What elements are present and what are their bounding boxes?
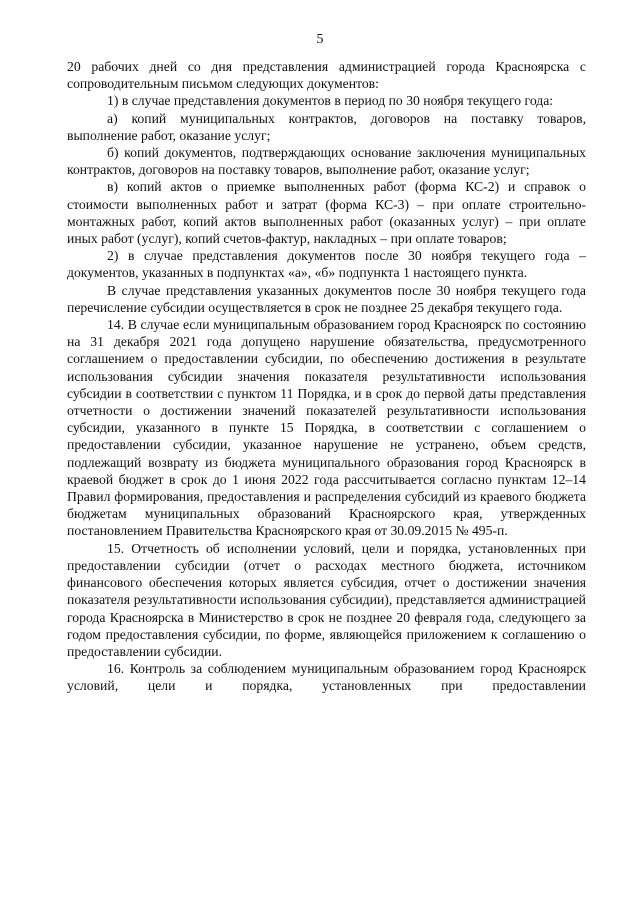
paragraph: 16. Контроль за соблюдением муниципальным образованием город Красноярск условий, цели и порядка, установленных при предоставлении	[67, 661, 586, 694]
paragraph: в) копий актов о приемке выполненных работ (форма КС-2) и справок о стоимости выполненных работ и затрат (форма КС-3) – при оплате строительно-монтажных работ, копий актов выполненных работ (оказанных услуг) – при оплате иных работ (услуг), копий счетов-фактур, накладных – при оплате товаров;	[67, 179, 586, 247]
paragraph: 2) в случае представления документов после 30 ноября текущего года – документов, указанных в подпунктах «а», «б» подпункта 1 настоящего пункта.	[67, 248, 586, 281]
document-body	[67, 58, 586, 695]
paragraph: 20 рабочих дней со дня представления администрацией города Красноярска с сопроводительным письмом следующих документов:	[67, 59, 586, 92]
paragraph: В случае представления указанных документов после 30 ноября текущего года перечисление субсидии осуществляется в срок не позднее 25 декабря текущего года.	[67, 282, 586, 315]
paragraph: б) копий документов, подтверждающих основание заключения муниципальных контрактов, договоров на поставку товаров, выполнение работ, оказание услуг;	[67, 145, 586, 178]
paragraph: а) копий муниципальных контрактов, договоров на поставку товаров, выполнение работ, оказание услуг;	[67, 110, 586, 143]
paragraph: 14. В случае если муниципальным образованием город Красноярск по состоянию на 31 декабря 2021 года допущено нарушение обязательства, предусмотренного соглашением о предоставлении субсидии, по обеспечению достижения в результате использования субсидии значения показателя результативности использования субсидии в соответствии с пунктом 11 Порядка, и в срок до первой даты представления отчетности о достижении значений показателей результативности использования субсидии, указанного в пункте 15 Порядка, в соответствии с соглашением о предоставлении субсидии, указанное нарушение не устранено, объем средств, подлежащий возврату из бюджета муниципального образования город Красноярск в краевой бюджет в срок до 1 июня 2022 года рассчитывается согласно пунктам 12–14 Правил формирования, предоставления и распределения субсидий из краевого бюджета бюджетам муниципальных образований Красноярского края, утвержденных постановлением Правительства Красноярского края от 30.09.2015 № 495-п.	[67, 317, 586, 539]
page-number: 5	[316, 32, 324, 47]
paragraph: 1) в случае представления документов в период по 30 ноября текущего года:	[107, 93, 554, 109]
paragraph: 15. Отчетность об исполнении условий, цели и порядка, установленных при предоставлении субсидии (отчет о расходах местного бюджета, источником финансового обеспечения которых является субсидия, отчет о достижении значения показателя результативности использования субсидии), представляется администрацией города Красноярска в Министерство в срок не позднее 20 февраля года, следующего за годом предоставления субсидии, по форме, являющейся приложением к соглашению о предоставлении субсидии.	[67, 540, 586, 659]
